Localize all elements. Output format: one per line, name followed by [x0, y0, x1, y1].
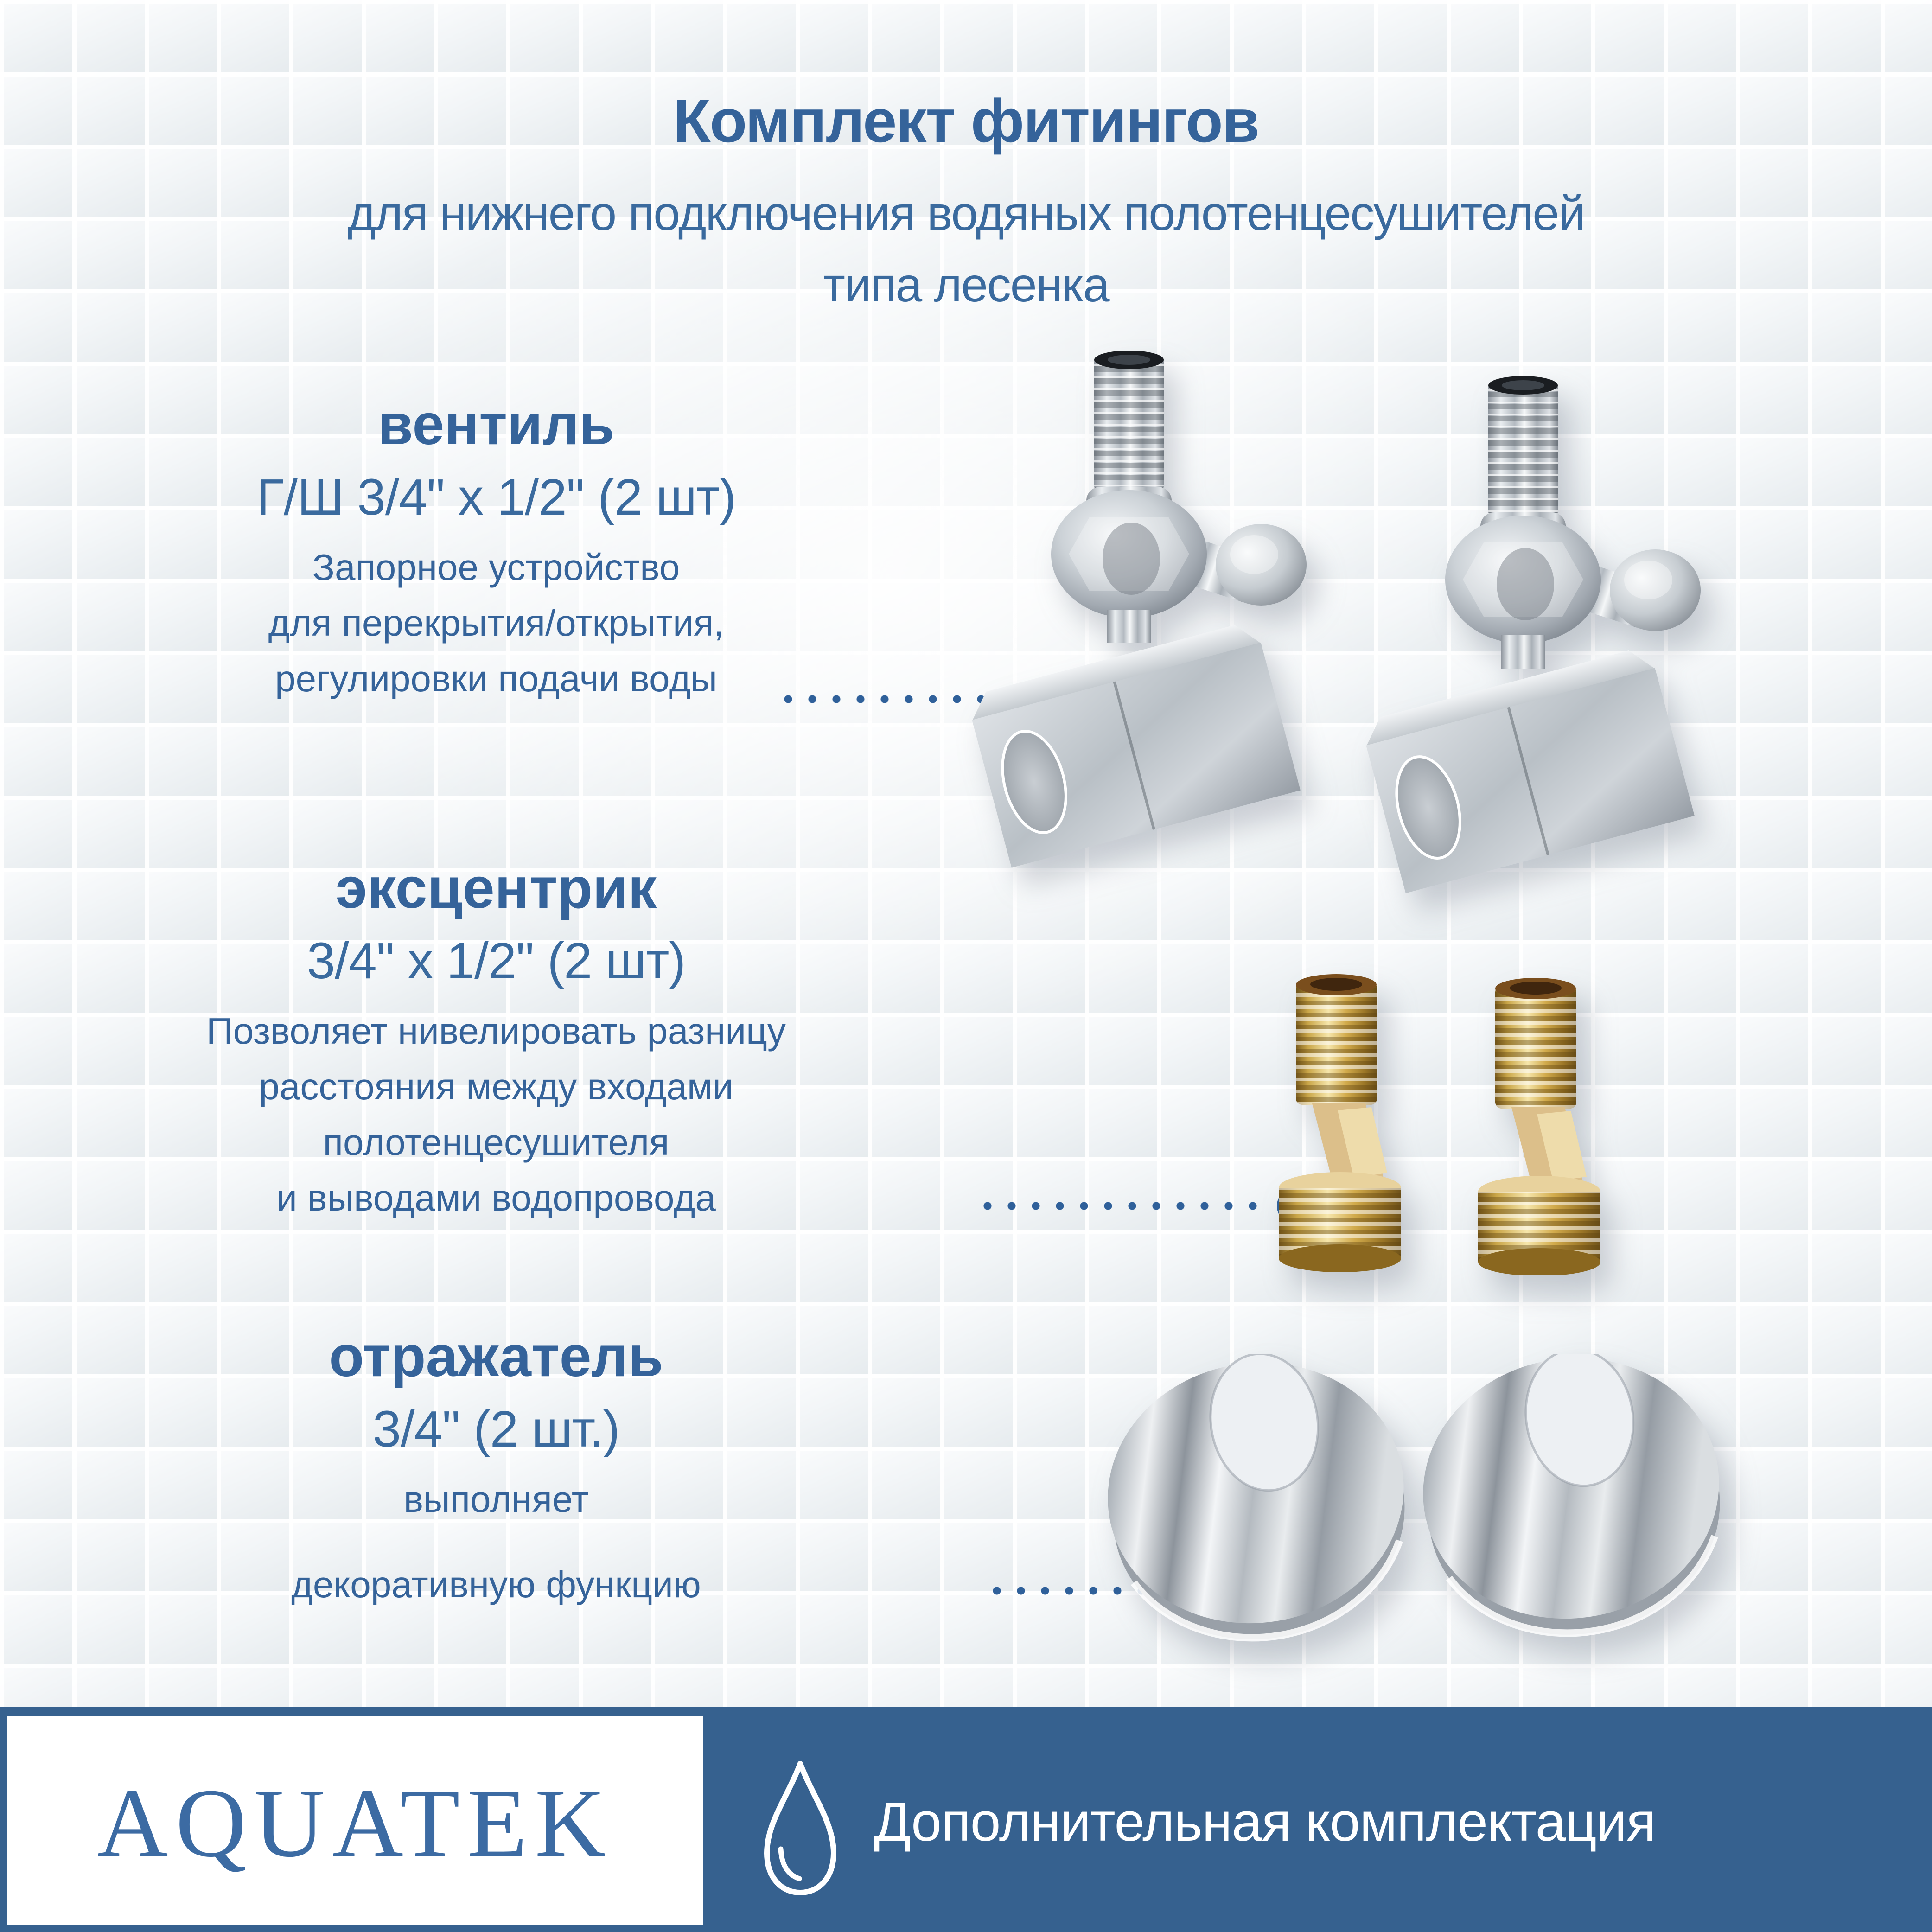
reflector-description	[19, 1472, 974, 1613]
valves-product-image	[955, 348, 1780, 909]
brand-logo-box	[7, 1716, 703, 1925]
valve-spec: Г/Ш 3/4" х 1/2" (2 шт)	[256, 469, 736, 526]
valve-description	[19, 540, 974, 707]
valve-desc-line: для перекрытия/открытия,	[268, 602, 724, 644]
reflector-name: отражатель	[329, 1325, 663, 1389]
page-title: Комплект фитингов	[673, 87, 1259, 155]
reflector-desc-line: декоративную функцию	[291, 1564, 701, 1605]
section-valve	[19, 392, 974, 707]
valve-desc-line: Запорное устройство	[312, 547, 680, 588]
reflector-desc-line: выполняет	[403, 1479, 589, 1520]
water-drop-icon	[759, 1758, 842, 1897]
section-reflector	[19, 1324, 974, 1613]
valve-desc-line: регулировки подачи воды	[275, 658, 717, 699]
eccentric-description	[19, 1003, 974, 1226]
eccentric-desc-line: расстояния между входами	[259, 1066, 733, 1107]
eccentric-name: эксцентрик	[335, 856, 657, 920]
section-eccentric	[19, 855, 974, 1226]
eccentric-desc-line: Позволяет нивелировать разницу	[206, 1010, 786, 1052]
reflectors-product-image	[1094, 1354, 1743, 1660]
page-subtitle-line1: для нижнего подключения водяных полотенцесушителей	[347, 187, 1585, 241]
brand-logo: AQUATEK	[97, 1768, 613, 1877]
reflector-spec: 3/4" (2 шт.)	[372, 1401, 620, 1458]
eccentric-desc-line: полотенцесушителя	[323, 1122, 670, 1163]
valve-name: вентиль	[377, 393, 615, 457]
eccentric-desc-line: и выводами водопровода	[276, 1177, 716, 1218]
footer-label: Дополнительная комплектация	[874, 1792, 1656, 1853]
eccentric-leader-line	[983, 1201, 1270, 1211]
eccentrics-product-image	[1243, 969, 1632, 1275]
eccentric-spec: 3/4" х 1/2" (2 шт)	[306, 932, 686, 989]
page-subtitle-line2: типа лесенка	[823, 258, 1109, 312]
